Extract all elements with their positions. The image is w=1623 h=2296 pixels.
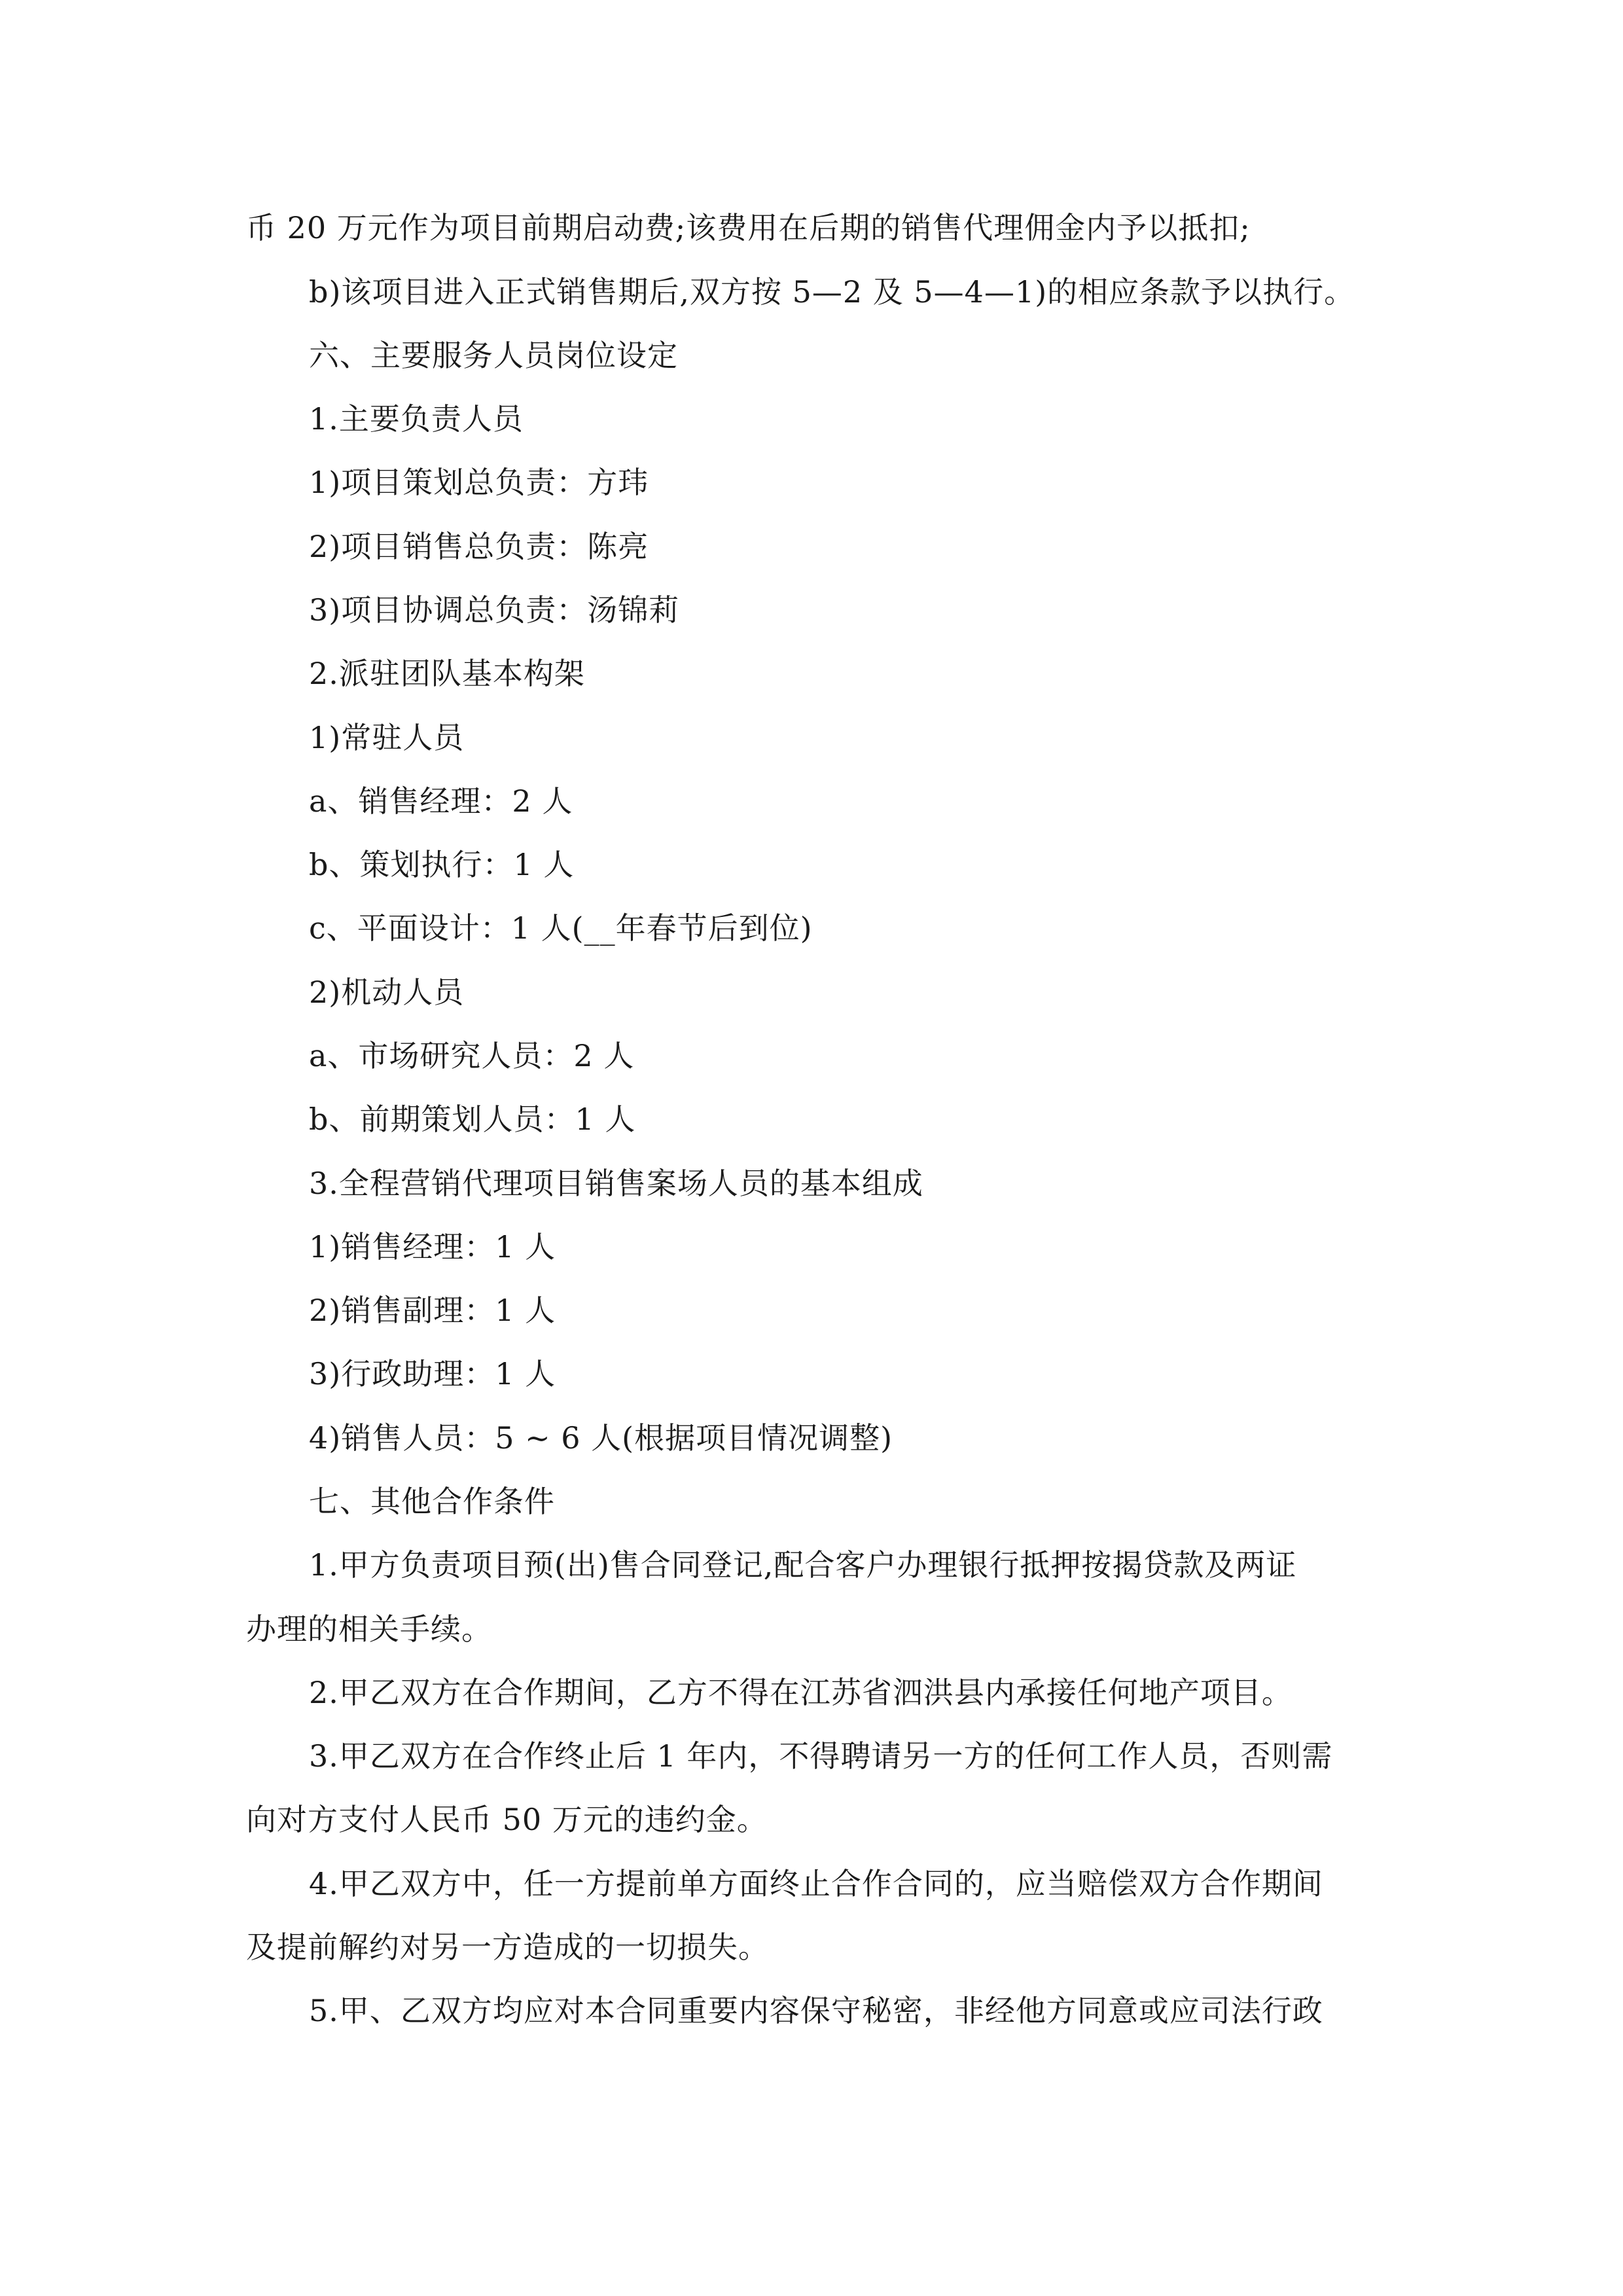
- section-heading: 六、主要服务人员岗位设定: [309, 338, 678, 373]
- list-item: 2)销售副理：1 人: [309, 1293, 556, 1328]
- list-item: a、销售经理：2 人: [309, 783, 573, 819]
- list-item: b、前期策划人员：1 人: [309, 1102, 636, 1137]
- list-item: 2)项目销售总负责：陈亮: [309, 529, 649, 564]
- subsection-heading: 3.全程营销代理项目销售案场人员的基本组成: [309, 1166, 923, 1201]
- list-item: 4)销售人员：5 ~ 6 人(根据项目情况调整): [309, 1420, 893, 1456]
- text-line: 及提前解约对另一方造成的一切损失。: [246, 1929, 769, 1965]
- section-heading: 七、其他合作条件: [309, 1484, 555, 1519]
- list-item: 3)行政助理：1 人: [309, 1356, 556, 1391]
- list-item: 1)销售经理：1 人: [309, 1229, 556, 1265]
- text-line: 4.甲乙双方中，任一方提前单方面终止合作合同的，应当赔偿双方合作期间: [309, 1866, 1323, 1901]
- text-line: 5.甲、乙双方均应对本合同重要内容保守秘密，非经他方同意或应司法行政: [309, 1993, 1323, 2028]
- text-line: 向对方支付人民币 50 万元的违约金。: [246, 1802, 768, 1837]
- list-item: c、平面设计：1 人(__年春节后到位): [309, 910, 813, 946]
- text-line: 2.甲乙双方在合作期间，乙方不得在江苏省泗洪县内承接任何地产项目。: [309, 1675, 1293, 1710]
- text-line: 3.甲乙双方在合作终止后 1 年内，不得聘请另一方的任何工作人员，否则需: [309, 1738, 1333, 1774]
- text-line: 币 20 万元作为项目前期启动费;该费用在后期的销售代理佣金内予以抵扣;: [246, 210, 1251, 245]
- subsection-heading: 2.派驻团队基本构架: [309, 656, 585, 691]
- text-line: b)该项目进入正式销售期后,双方按 5—2 及 5—4—1)的相应条款予以执行。: [309, 274, 1355, 310]
- subsection-heading: 1.主要负责人员: [309, 401, 524, 437]
- list-item: b、策划执行：1 人: [309, 847, 575, 882]
- list-item: a、市场研究人员：2 人: [309, 1038, 635, 1073]
- text-line: 1.甲方负责项目预(出)售合同登记,配合客户办理银行抵押按揭贷款及两证: [309, 1547, 1297, 1583]
- list-item: 3)项目协调总负责：汤锦莉: [309, 592, 680, 628]
- text-line: 办理的相关手续。: [246, 1611, 492, 1647]
- list-item: 1)常驻人员: [309, 720, 465, 755]
- list-item: 1)项目策划总负责：方玮: [309, 465, 649, 500]
- list-item: 2)机动人员: [309, 975, 465, 1010]
